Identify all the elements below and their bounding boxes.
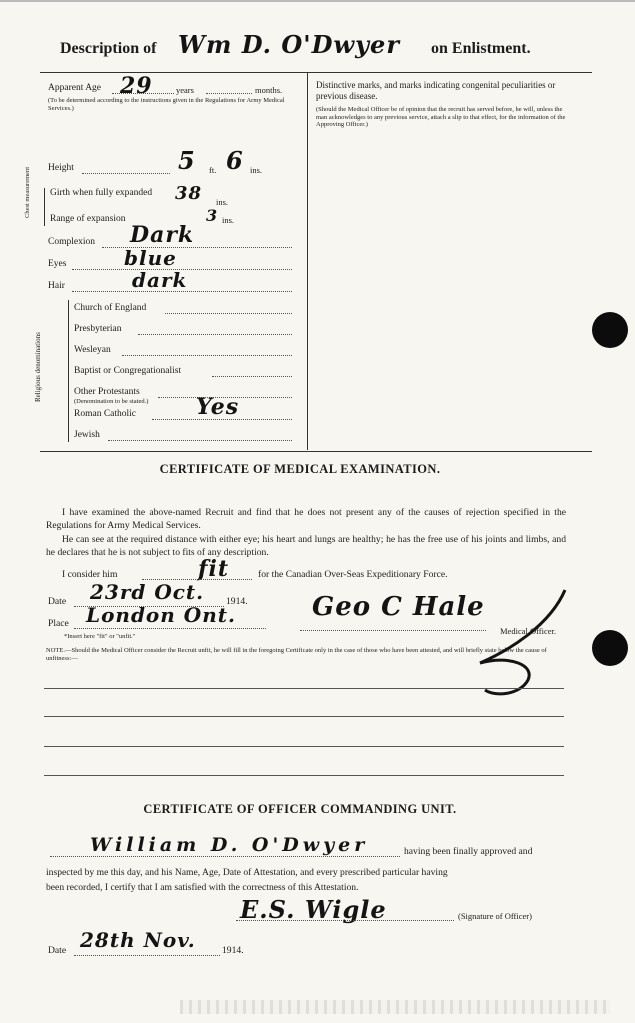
other-protestants-note: (Denomination to be stated.) [74,398,149,405]
eyes-value: blue [124,246,177,270]
age-dots [112,93,174,94]
religion-jewish: Jewish [74,430,100,440]
religion-roman-catholic: Roman Catholic [74,409,137,419]
medical-date-value: 23rd Oct. [90,580,205,604]
religion-dots [152,419,292,420]
complexion-value: Dark [130,222,195,248]
unfitness-line-4 [44,775,564,776]
title-prefix: Description of [60,40,157,57]
religion-baptist: Baptist or Congregationalist [74,366,182,376]
girth-ins-label: ins. [216,197,229,207]
unfitness-line-3 [44,746,564,747]
roman-catholic-value: Yes [196,394,240,420]
height-dots [82,173,170,174]
medical-officer-dots [300,630,486,631]
consider-suffix: for the Canadian Over-Seas Expeditionary Force. [258,569,448,580]
hair-dots [72,291,292,292]
officer-certificate-heading: CERTIFICATE OF OFFICER COMMANDING UNIT. [143,802,457,816]
officer-line-2: inspected by me this day, and his Name, Age, Date of Attestation, and every prescribed particular having [46,867,448,878]
title-suffix: on Enlistment. [431,40,531,57]
height-ins-label: ins. [250,165,263,175]
insert-note: *Insert here "fit" or "unfit." [64,633,136,640]
officer-date-label: Date [48,945,67,956]
religion-dots [138,334,292,335]
religion-presbyterian: Presbyterian [74,324,122,334]
medical-note: NOTE.—Should the Medical Officer consider the Recruit unfit, he will fill in the foregoing Certificate only in the case of those who have been attested, and will briefly state below the cause of unfitness:— [46,647,547,662]
medical-officer-label: Medical Officer. [500,626,557,636]
religion-church-of-england: Church of England [74,303,147,313]
column-divider [307,72,308,450]
medical-place-value: London Ont. [86,603,236,627]
height-in-value: 6 [226,146,244,175]
months-label: months. [255,85,283,95]
medical-date-label: Date [48,596,67,607]
soldier-name-value: William D. O'Dwyer [90,834,369,856]
distinctive-marks-note: (Should the Medical Officer be of opinion that the recruit has served before, he will, unless the man acknowledges to any previous service, attach a slip to that effect, for the information of the Approving Officer.) [316,106,566,128]
religion-other-protestants: Other Protestants [74,387,140,397]
officer-signature-label: (Signature of Officer) [458,911,532,921]
punch-hole-top [592,312,628,348]
religion-wesleyan: Wesleyan [74,345,111,355]
range-ins-label: ins. [222,215,235,225]
fitness-value: fit [198,556,229,582]
medical-certificate-heading: CERTIFICATE OF MEDICAL EXAMINATION. [159,462,441,476]
commanding-officer-signature: E.S. Wigle [240,895,387,924]
officer-signature-dots [236,920,454,921]
height-label: Height [48,163,74,173]
medical-date-year: 1914. [226,596,248,607]
religion-dots [165,313,292,314]
apparent-age-label: Apparent Age [48,83,102,93]
medical-place-label: Place [48,618,69,629]
religion-bracket [68,300,69,442]
page-top-edge [0,0,635,2]
scan-noise-strip [180,1000,610,1014]
height-ft-value: 5 [178,146,196,175]
medical-officer-signature: Geo C Hale [312,592,485,622]
religion-dots [108,440,292,441]
chest-bracket [44,188,45,226]
section-rule [40,451,592,452]
medical-para-1: I have examined the above-named Recruit and find that he does not present any of the causes of rejection specified in the Regulations for Army Medical Services. [46,507,566,531]
punch-hole-bottom [592,630,628,666]
eyes-label: Eyes [48,259,67,269]
religion-dots [212,376,292,377]
distinctive-marks-label: Distinctive marks, and marks indicating congenital peculiarities or previous disease. [316,80,556,101]
ft-label: ft. [209,165,217,175]
girth-label: Girth when fully expanded [50,188,153,198]
officer-date-year: 1914. [222,945,244,956]
months-dots [206,93,252,94]
consider-prefix: I consider him [62,569,118,580]
age-value: 29 [120,73,153,99]
medical-para-2: He can see at the required distance with either eye; his heart and lungs are healthy; he has the free use of his joints and limbs, and he declares that he is not subject to fits of any description. [46,534,566,558]
officer-line-3: been recorded, I certify that I am satisfied with the correctness of this Attestation. [46,882,359,893]
complexion-label: Complexion [48,237,95,247]
age-note: (To be determined according to the instructions given in the Regulations for Army Medical Services.) [48,97,285,112]
years-label: years [176,85,194,95]
officer-line-1-suffix: having been finally approved and [404,846,533,857]
religious-denominations-label: Religious denominations [34,332,42,402]
chest-measurement-label: Chest measurement [24,166,31,218]
unfitness-line-1 [44,688,564,689]
girth-value: 38 [175,183,203,204]
recruit-name-handwritten: Wm D. O'Dwyer [178,30,400,59]
unfitness-line-2 [44,716,564,717]
officer-date-value: 28th Nov. [80,928,196,952]
medical-place-dots [74,628,266,629]
hair-value: dark [132,268,188,292]
religion-dots [122,355,292,356]
hair-label: Hair [48,281,65,291]
range-value: 3 [206,206,219,225]
signature-flourish [440,585,580,705]
range-label: Range of expansion [50,214,126,224]
soldier-name-dots [50,856,400,857]
form-header [60,30,580,66]
officer-date-dots [74,955,220,956]
